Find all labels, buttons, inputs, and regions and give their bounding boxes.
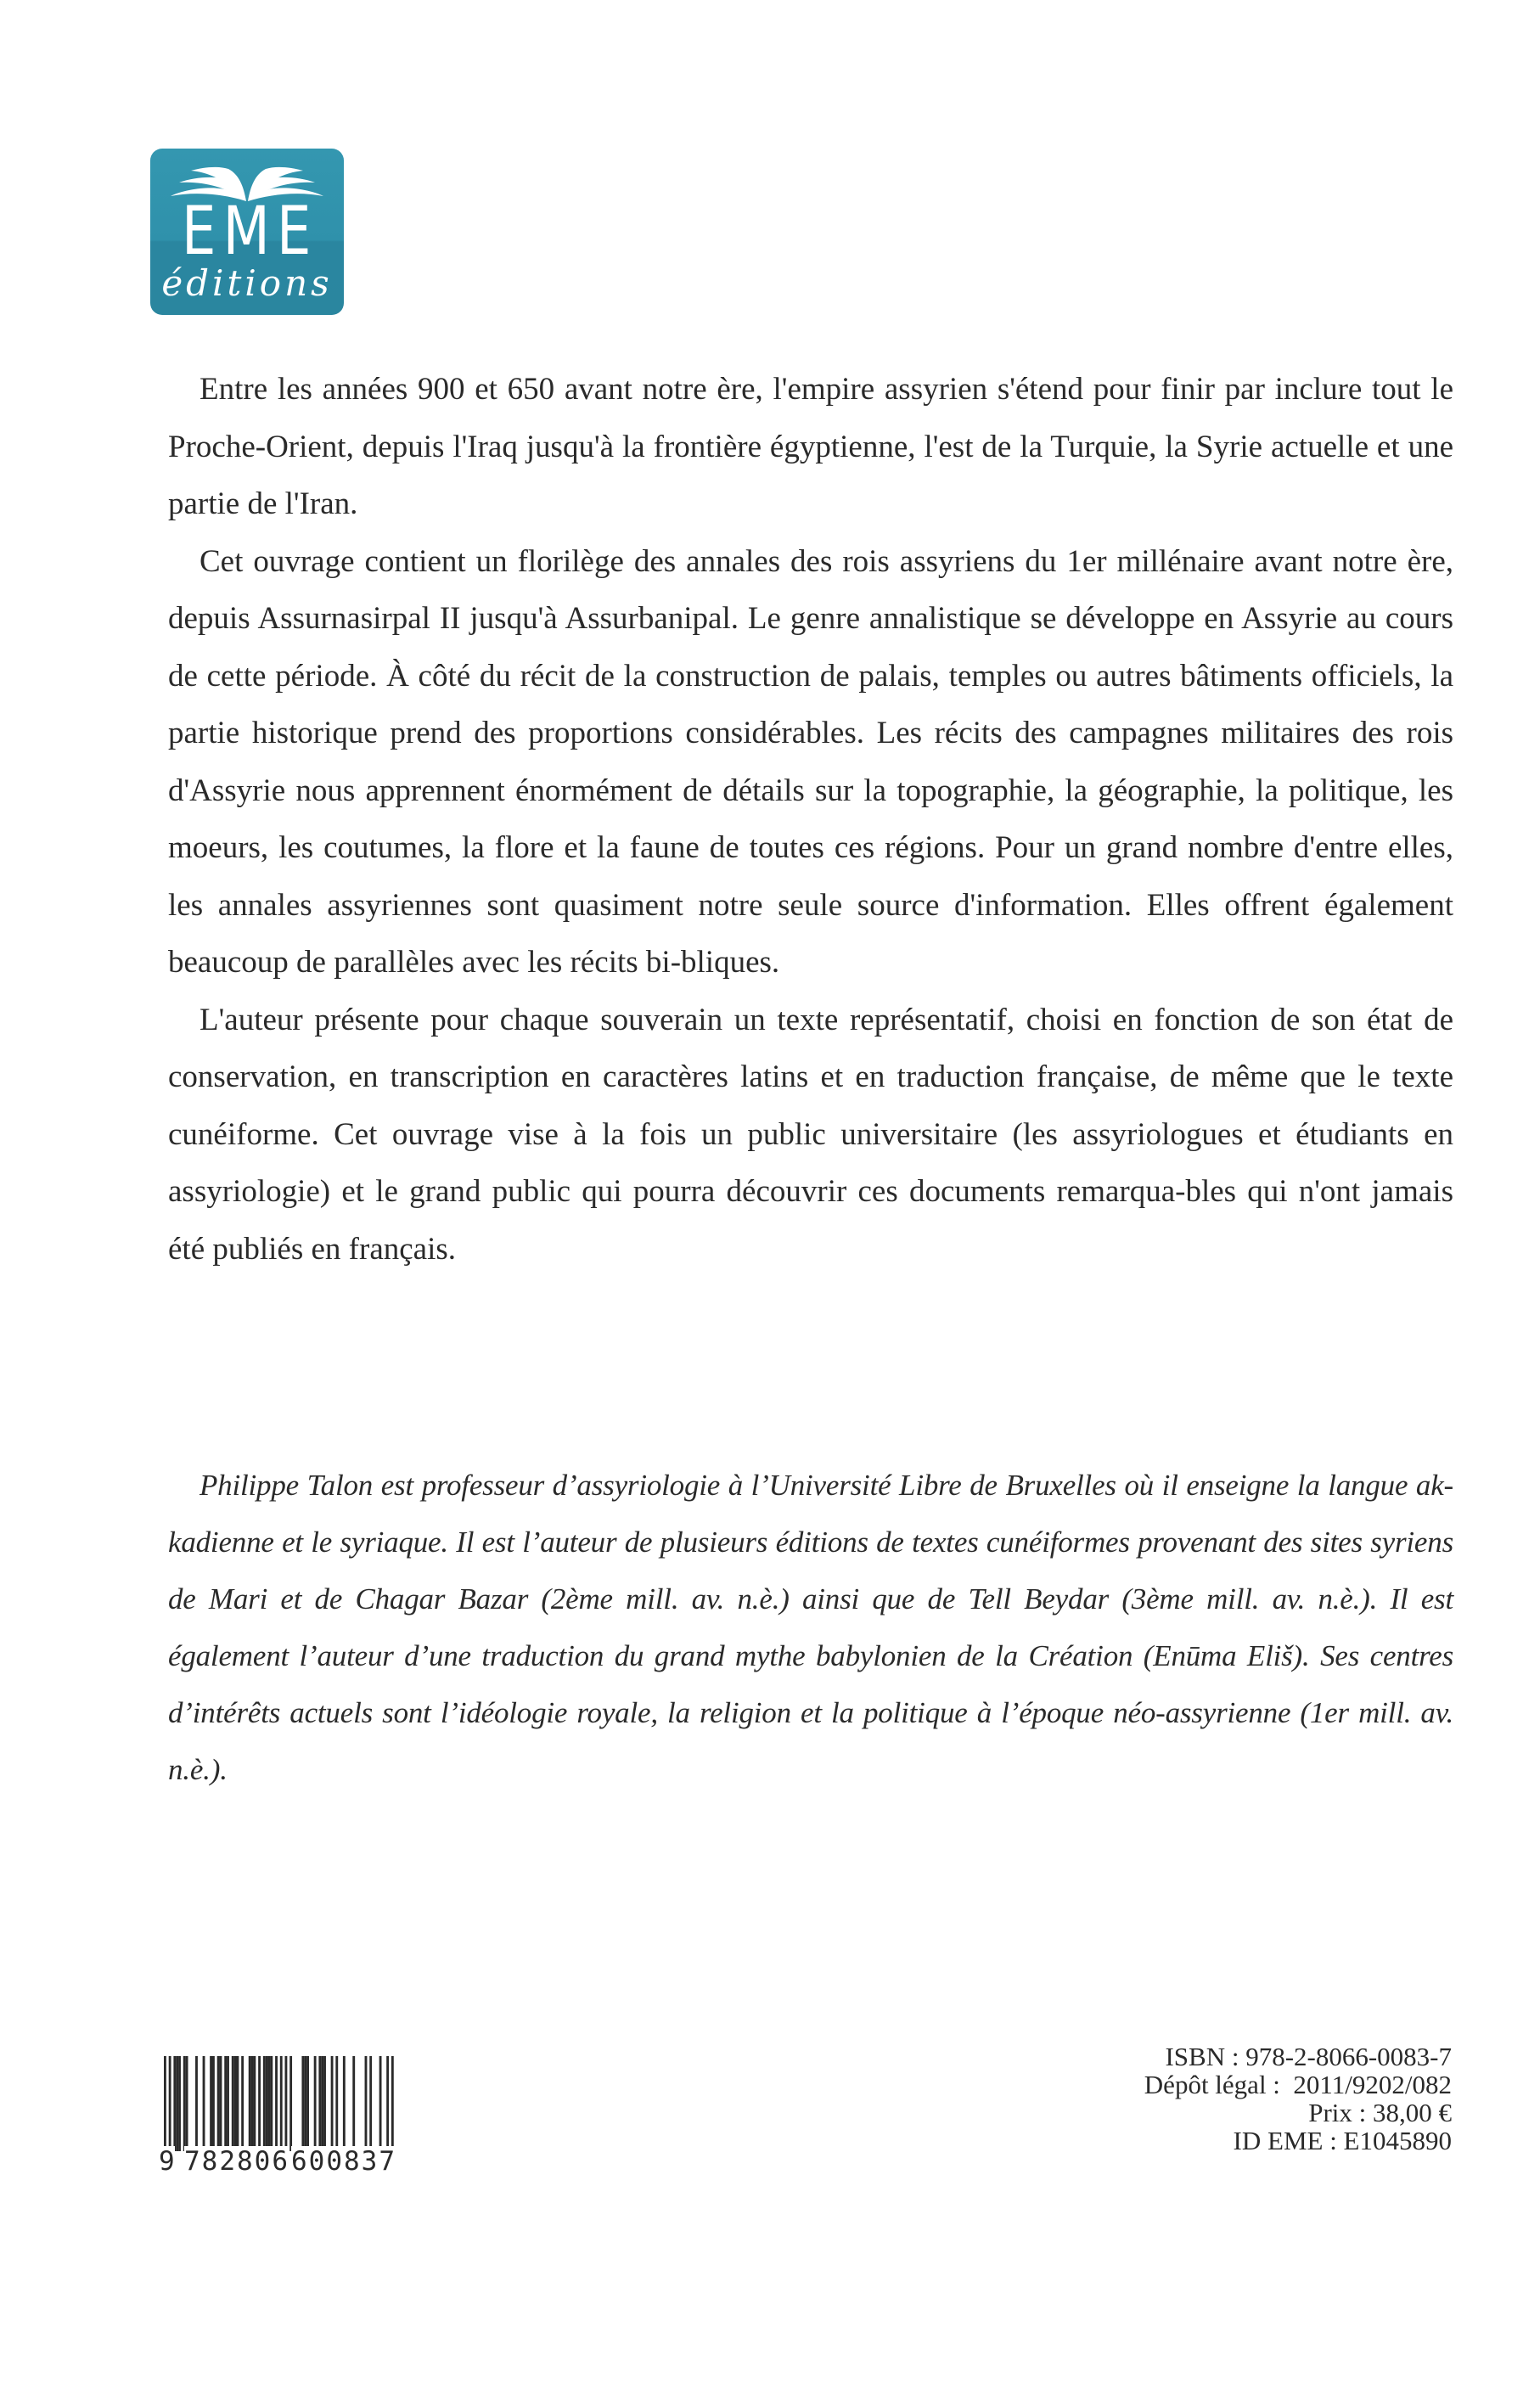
barcode-digit-lead: 9 [159, 2146, 175, 2177]
isbn-barcode [159, 2056, 402, 2179]
barcode-digits-right: 600837 [291, 2146, 396, 2177]
legal-info [1144, 2043, 1452, 2155]
isbn: ISBN : 978-2-8066-0083-7 [1165, 2042, 1452, 2071]
publisher-logo [150, 149, 344, 315]
blurb-paragraph: Cet ouvrage contient un florilège des annales des rois assyriens du 1er millénaire avant notre ère, depuis Assurnasirpal II jusqu'à Assurbanipal. Le genre annalistique se développe en Assyrie au cours de cette période. À côté du récit de la construction de palais, temples ou autres bâtiments officiels, la partie historique prend des proportions considérables. Les récits des campagnes militaires des rois d'Assyrie nous apprennent énormément de détails sur la topographie, la géographie, la politique, les moeurs, les coutumes, la flore et la faune de toutes ces régions. Pour un grand nombre d'entre elles, les annales assyriennes sont quasiment notre seule source d'information. Elles offrent également beaucoup de parallèles avec les récits bi-bliques. [168, 543, 1453, 980]
blurb-paragraph: Entre les années 900 et 650 avant notre ère, l'empire assyrien s'étend pour finir par inclure tout le Proche-Orient, depuis l'Iraq jusqu'à la frontière égyptienne, l'est de la Turquie, la Syrie actuelle et une partie de l'Iran. [168, 372, 1453, 521]
logo-tagline: éditions [161, 262, 333, 304]
barcode-digits-left: 782806 [184, 2146, 289, 2177]
depot-legal: Dépôt légal : 2011/9202/082 [1144, 2070, 1452, 2099]
id-eme: ID EME : E1045890 [1233, 2126, 1452, 2155]
author-bio-text: Philippe Talon est professeur d’assyriologie à l’Université Libre de Bruxelles où il enseigne la langue ak-kadienne et le syriaque. Il est l’auteur de plusieurs éditions de textes cunéiformes provenant des sites syriens de Mari et de Chagar Bazar (2ème mill. av. n.è.) ainsi que de Tell Beydar (3ème mill. av. n.è.). Il est également l’auteur d’une traduction du grand mythe babylonien de la Création (Enūma Eliš). Ses centres d’intérêts actuels sont l’idéologie royale, la religion et la politique à l’époque néo-assyrienne (1er mill. av. n.è.). [168, 1469, 1453, 1786]
price: Prix : 38,00 € [1308, 2098, 1452, 2127]
logo-brand: EME [181, 194, 318, 270]
blurb-paragraph: L'auteur présente pour chaque souverain un texte représentatif, choisi en fonction de son état de conservation, en transcription en caractères latins et en traduction française, de même que le texte cunéiforme. Cet ouvrage vise à la fois un public universitaire (les assyriologues et étudiants en assyriologie) et le grand public qui pourra découvrir ces documents remarqua-bles qui n'ont jamais été publiés en français. [168, 1002, 1453, 1267]
blurb [168, 361, 1453, 1278]
author-bio [168, 1457, 1453, 1798]
barcode-digits [159, 2146, 405, 2180]
